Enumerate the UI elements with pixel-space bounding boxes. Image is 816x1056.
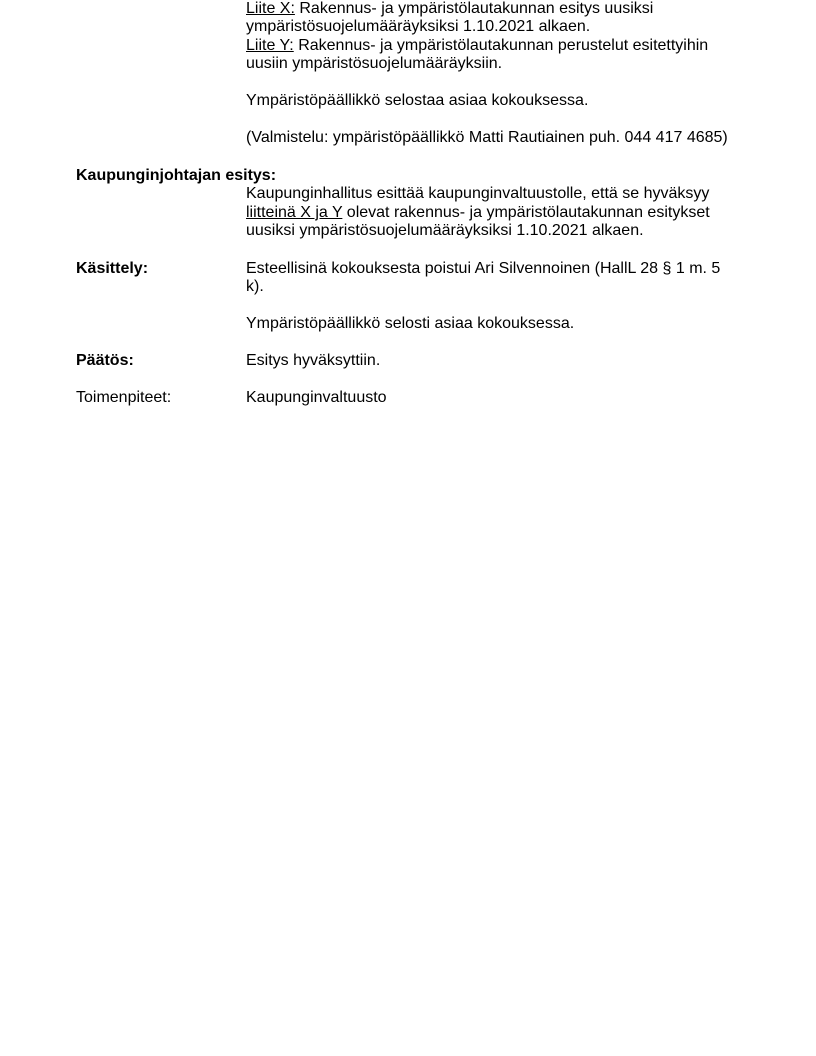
mayor-proposal-line-1: Kaupunginhallitus esittää kaupunginvaltuustolle, että se hyväksyy bbox=[246, 185, 710, 202]
attachments-link[interactable]: liitteinä X ja Y bbox=[246, 204, 343, 221]
preparer-note: (Valmistelu: ympäristöpäällikkö Matti Rautiainen puh. 044 417 4685) bbox=[246, 129, 728, 146]
mayor-proposal-heading: Kaupunginjohtajan esitys: bbox=[76, 167, 277, 184]
actions-text: Kaupunginvaltuusto bbox=[246, 389, 387, 406]
attachment-y-text: Rakennus- ja ympäristölautakunnan perustelut esitettyihin bbox=[293, 37, 709, 54]
attachment-x-text: Rakennus- ja ympäristölautakunnan esitys uusiksi bbox=[294, 0, 654, 17]
attachment-y-text-cont: uusiin ympäristösuojelumääräyksiin. bbox=[246, 55, 503, 72]
attachment-y-label: Liite Y: bbox=[246, 37, 294, 54]
attachment-x-label: Liite X: bbox=[246, 0, 295, 17]
handling-line-1: Esteellisinä kokouksesta poistui Ari Silvennoinen (HallL 28 § 1 m. 5 bbox=[246, 260, 721, 277]
attachment-x-text-cont: ympäristösuojelumääräyksiksi 1.10.2021 alkaen. bbox=[246, 18, 591, 35]
handling-line-3: Ympäristöpäällikkö selosti asiaa kokouksessa. bbox=[246, 315, 575, 332]
mayor-proposal-line-3: uusiksi ympäristösuojelumääräyksiksi 1.10.2021 alkaen. bbox=[246, 222, 644, 239]
decision-label: Päätös: bbox=[76, 352, 134, 369]
handling-label: Käsittely: bbox=[76, 260, 149, 277]
actions-label: Toimenpiteet: bbox=[76, 389, 172, 406]
decision-text: Esitys hyväksyttiin. bbox=[246, 352, 381, 369]
attachment-x-line bbox=[246, 0, 653, 18]
mayor-proposal-line-2-text: olevat rakennus- ja ympäristölautakunnan esitykset bbox=[342, 204, 710, 221]
presentation-note: Ympäristöpäällikkö selostaa asiaa kokouksessa. bbox=[246, 92, 589, 109]
attachment-y-line bbox=[246, 37, 708, 55]
handling-line-2: k). bbox=[246, 278, 264, 295]
mayor-proposal-line-2 bbox=[246, 204, 710, 222]
